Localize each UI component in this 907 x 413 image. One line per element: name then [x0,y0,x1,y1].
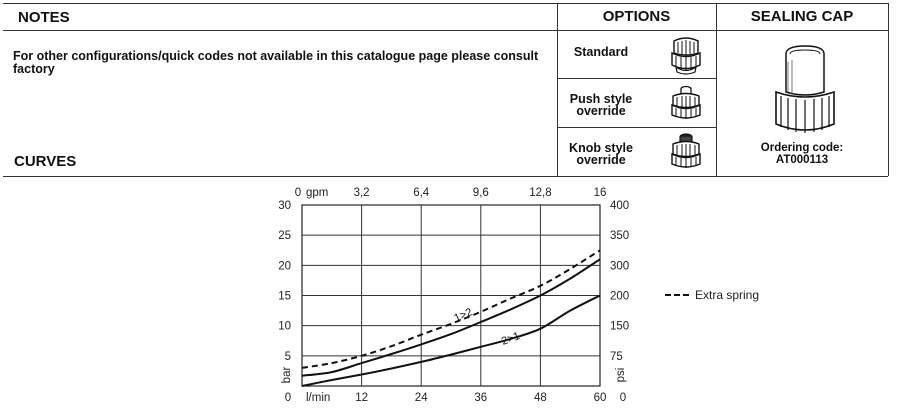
y-right-tick-label: 200 [610,290,630,303]
x-tick-label: 24 [414,392,428,404]
ordering-code-label: Ordering code: [760,142,844,154]
option-knob-override-label: Knob style override [569,141,633,167]
notes-header: NOTES [18,9,70,26]
y-right-tick-label: 350 [610,230,630,243]
sealing-cap-header: SEALING CAP [750,8,854,25]
y-tick-label: 25 [278,230,291,243]
y-tick-label: 5 [284,350,291,363]
x-tick-label: 60 [593,392,607,404]
options-header: OPTIONS [602,8,671,25]
option-standard-label: Standard [573,45,629,59]
x-top-axis-label: gpm [306,187,329,199]
y-tick-label: 20 [278,260,291,273]
y-right-tick-label: 0 [619,392,627,404]
option-push-override-label: Push style override [569,92,633,118]
curve-label-2-1: 2>1 [499,330,522,348]
series-line-2-1 [302,296,600,387]
x-axis-label: l/min [306,392,331,404]
x-top-tick-label: 9,6 [472,187,489,199]
y-right-axis-label: psi [615,367,627,383]
x-tick-label: 48 [534,392,547,404]
x-tick-label: 12 [355,392,368,404]
x-top-tick-label: 16 [593,187,607,199]
legend-entry-extra-spring: Extra spring [695,288,760,302]
y-right-tick-label: 75 [610,350,623,363]
x-top-tick-label: 3,2 [353,187,370,199]
y-right-tick-label: 300 [610,260,630,273]
curve-label-1-2: 1>2 [452,306,475,325]
y-axis-label: bar [281,366,293,384]
x-top-tick-label: 0 [294,187,302,199]
x-tick-label: 36 [474,392,488,404]
curves-header: CURVES [14,153,77,170]
y-right-tick-label: 150 [610,320,630,333]
x-top-tick-label: 6,4 [413,187,430,199]
y-tick-label: 0 [284,392,292,404]
series-line-extra-spring [302,250,600,368]
y-tick-label: 30 [278,200,291,212]
ordering-code-value: AT000113 [775,154,829,166]
x-top-tick-label: 12,8 [529,187,552,199]
y-right-tick-label: 400 [610,200,630,212]
notes-text: For other configurations/quick codes not available in this catalogue page please consult factory [13,49,539,76]
y-tick-label: 15 [278,290,291,303]
chart-series [302,250,600,386]
y-tick-label: 10 [278,320,291,333]
